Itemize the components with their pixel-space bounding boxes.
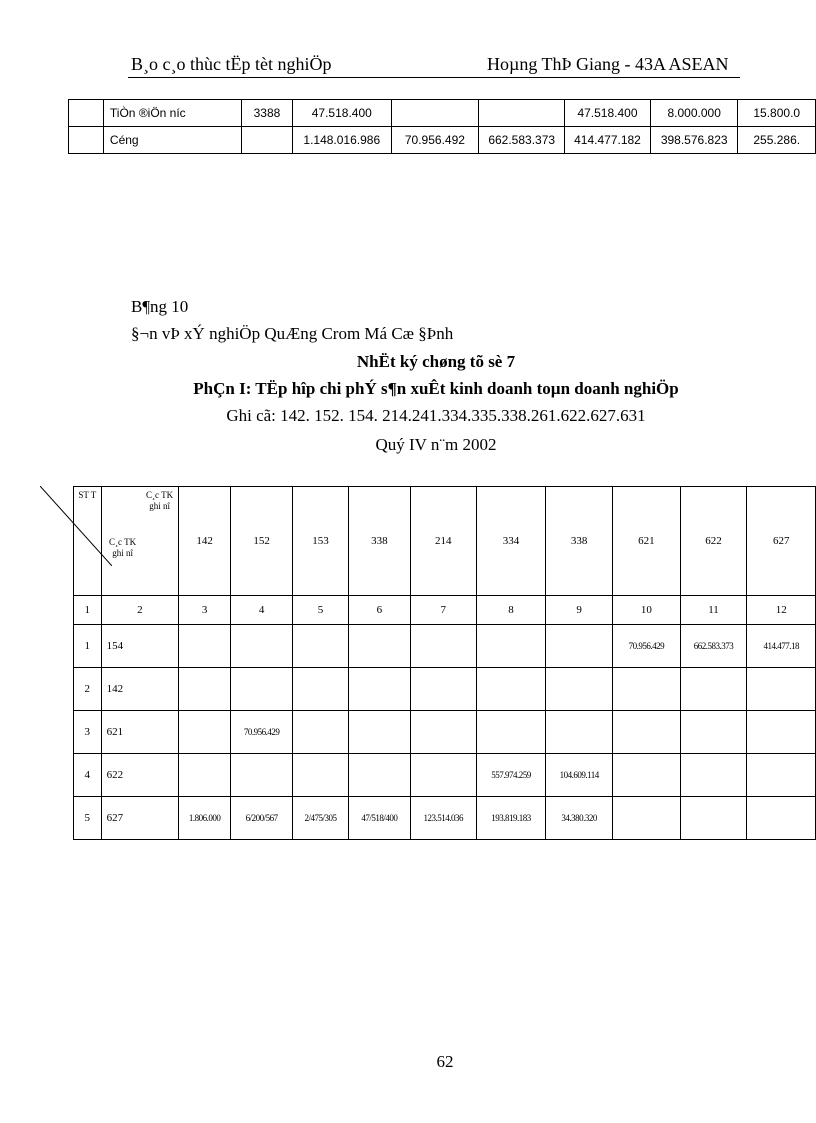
table-cell bbox=[231, 754, 293, 797]
table-cell bbox=[410, 668, 476, 711]
journal-table bbox=[73, 486, 816, 840]
account-header: 622 bbox=[680, 487, 747, 596]
table-cell bbox=[546, 625, 613, 668]
table-row bbox=[74, 625, 816, 668]
table-cell: 6/200/567 bbox=[231, 797, 293, 840]
author-header: Hoµng ThÞ Giang - 43A ASEAN bbox=[487, 54, 729, 74]
table-row bbox=[74, 797, 816, 840]
table-cell bbox=[410, 711, 476, 754]
table-cell: 47.518.400 bbox=[565, 100, 651, 127]
table-cell bbox=[747, 797, 816, 840]
table-cell bbox=[613, 754, 681, 797]
table-cell bbox=[613, 668, 681, 711]
table-cell: 2/475/305 bbox=[292, 797, 348, 840]
table-cell bbox=[747, 711, 816, 754]
table-cell bbox=[680, 711, 747, 754]
column-number: 8 bbox=[476, 596, 546, 625]
column-number: 11 bbox=[680, 596, 747, 625]
row-stt: 4 bbox=[74, 754, 102, 797]
table-cell bbox=[680, 668, 747, 711]
column-number: 7 bbox=[410, 596, 476, 625]
table-cell: 193.819.183 bbox=[476, 797, 546, 840]
credit-label: C¸c TK ghi nî bbox=[146, 490, 174, 511]
table-row bbox=[69, 100, 816, 127]
table-cell bbox=[680, 797, 747, 840]
table-cell bbox=[546, 711, 613, 754]
row-account: 621 bbox=[101, 711, 178, 754]
table-cell: 414.477.18 bbox=[747, 625, 816, 668]
blank-cell bbox=[69, 127, 104, 154]
account-header: 152 bbox=[231, 487, 293, 596]
row-account: 627 bbox=[101, 797, 178, 840]
table-cell bbox=[231, 625, 293, 668]
debit-label: C¸c TK ghi nî bbox=[109, 537, 137, 558]
table-cell bbox=[613, 711, 681, 754]
column-number: 2 bbox=[101, 596, 178, 625]
account-header: 338 bbox=[546, 487, 613, 596]
table-cell bbox=[179, 668, 231, 711]
table-cell bbox=[292, 668, 348, 711]
table-cell bbox=[747, 668, 816, 711]
column-number: 12 bbox=[747, 596, 816, 625]
table-cell: 255.286. bbox=[738, 127, 816, 154]
column-number: 6 bbox=[348, 596, 410, 625]
table-cell: 70.956.492 bbox=[391, 127, 479, 154]
column-number: 10 bbox=[613, 596, 681, 625]
table-cell bbox=[241, 127, 292, 154]
continued-table bbox=[68, 99, 816, 154]
table-number: B¶ng 10 bbox=[131, 297, 189, 316]
account-header: 153 bbox=[292, 487, 348, 596]
table-cell: 3388 bbox=[241, 100, 292, 127]
table-cell: 557.974.259 bbox=[476, 754, 546, 797]
row-stt: 3 bbox=[74, 711, 102, 754]
account-header: 142 bbox=[179, 487, 231, 596]
table-cell bbox=[476, 625, 546, 668]
row-stt: 1 bbox=[74, 625, 102, 668]
account-header: 338 bbox=[348, 487, 410, 596]
table-cell bbox=[747, 754, 816, 797]
table-cell bbox=[613, 797, 681, 840]
report-title-header: B¸o c¸o thùc tËp tèt nghiÖp bbox=[131, 54, 332, 74]
table-cell: 70.956.429 bbox=[231, 711, 293, 754]
table-cell bbox=[179, 711, 231, 754]
table-row bbox=[74, 711, 816, 754]
unit-name: §¬n vÞ xÝ nghiÖp QuÆng Crom Má Cæ §Þnh bbox=[131, 324, 454, 343]
page-number: 62 bbox=[436, 1052, 454, 1071]
table-cell bbox=[546, 668, 613, 711]
row-account: 622 bbox=[101, 754, 178, 797]
header-divider bbox=[128, 77, 740, 78]
table-cell bbox=[479, 100, 565, 127]
table-cell: 104.609.114 bbox=[546, 754, 613, 797]
journal-title: NhËt ký chøng tõ sè 7 bbox=[356, 352, 516, 371]
table-cell bbox=[292, 711, 348, 754]
blank-cell bbox=[69, 100, 104, 127]
table-cell: 47.518.400 bbox=[293, 100, 391, 127]
table-cell: TiÒn ®iÖn níc bbox=[103, 100, 241, 127]
table-cell: 414.477.182 bbox=[565, 127, 651, 154]
table-cell: 662.583.373 bbox=[680, 625, 747, 668]
table-cell: 47/518/400 bbox=[348, 797, 410, 840]
column-number: 5 bbox=[292, 596, 348, 625]
table-cell: 123.514.036 bbox=[410, 797, 476, 840]
column-number: 1 bbox=[74, 596, 102, 625]
table-cell: 15.800.0 bbox=[738, 100, 816, 127]
table-cell bbox=[410, 625, 476, 668]
table-cell: 1.148.016.986 bbox=[293, 127, 391, 154]
column-number: 3 bbox=[179, 596, 231, 625]
table-cell bbox=[476, 668, 546, 711]
table-cell bbox=[391, 100, 479, 127]
account-header: 627 bbox=[747, 487, 816, 596]
credit-accounts: Ghi cã: 142. 152. 154. 214.241.334.335.338.261.622.627.631 bbox=[226, 406, 646, 425]
header-row bbox=[74, 487, 816, 596]
row-account: 142 bbox=[101, 668, 178, 711]
column-number-row bbox=[74, 596, 816, 625]
table-cell bbox=[348, 754, 410, 797]
table-row bbox=[74, 754, 816, 797]
table-cell bbox=[292, 625, 348, 668]
table-cell bbox=[348, 711, 410, 754]
column-number: 4 bbox=[231, 596, 293, 625]
table-cell: 1.806.000 bbox=[179, 797, 231, 840]
table-cell bbox=[179, 625, 231, 668]
table-cell bbox=[348, 668, 410, 711]
row-stt: 5 bbox=[74, 797, 102, 840]
accounts-corner-header bbox=[101, 487, 178, 596]
period: Quý IV n¨m 2002 bbox=[375, 435, 497, 454]
table-cell: Céng bbox=[103, 127, 241, 154]
table-cell bbox=[231, 668, 293, 711]
table-cell bbox=[680, 754, 747, 797]
table-cell: 662.583.373 bbox=[479, 127, 565, 154]
table-cell bbox=[410, 754, 476, 797]
account-header: 334 bbox=[476, 487, 546, 596]
table-cell bbox=[292, 754, 348, 797]
table-cell bbox=[348, 625, 410, 668]
table-cell: 70.956.429 bbox=[613, 625, 681, 668]
account-header: 621 bbox=[613, 487, 681, 596]
table-cell: 398.576.823 bbox=[650, 127, 738, 154]
column-number: 9 bbox=[546, 596, 613, 625]
account-header: 214 bbox=[410, 487, 476, 596]
row-stt: 2 bbox=[74, 668, 102, 711]
table-cell bbox=[179, 754, 231, 797]
row-account: 154 bbox=[101, 625, 178, 668]
stt-header: ST T bbox=[74, 487, 102, 596]
table-cell: 34.380.320 bbox=[546, 797, 613, 840]
table-cell bbox=[476, 711, 546, 754]
part-title: PhÇn I: TËp hîp chi phÝ s¶n xuÊt kinh doanh toµn doanh nghiÖp bbox=[193, 379, 679, 398]
table-cell: 8.000.000 bbox=[650, 100, 738, 127]
table-row bbox=[74, 668, 816, 711]
table-row bbox=[69, 127, 816, 154]
